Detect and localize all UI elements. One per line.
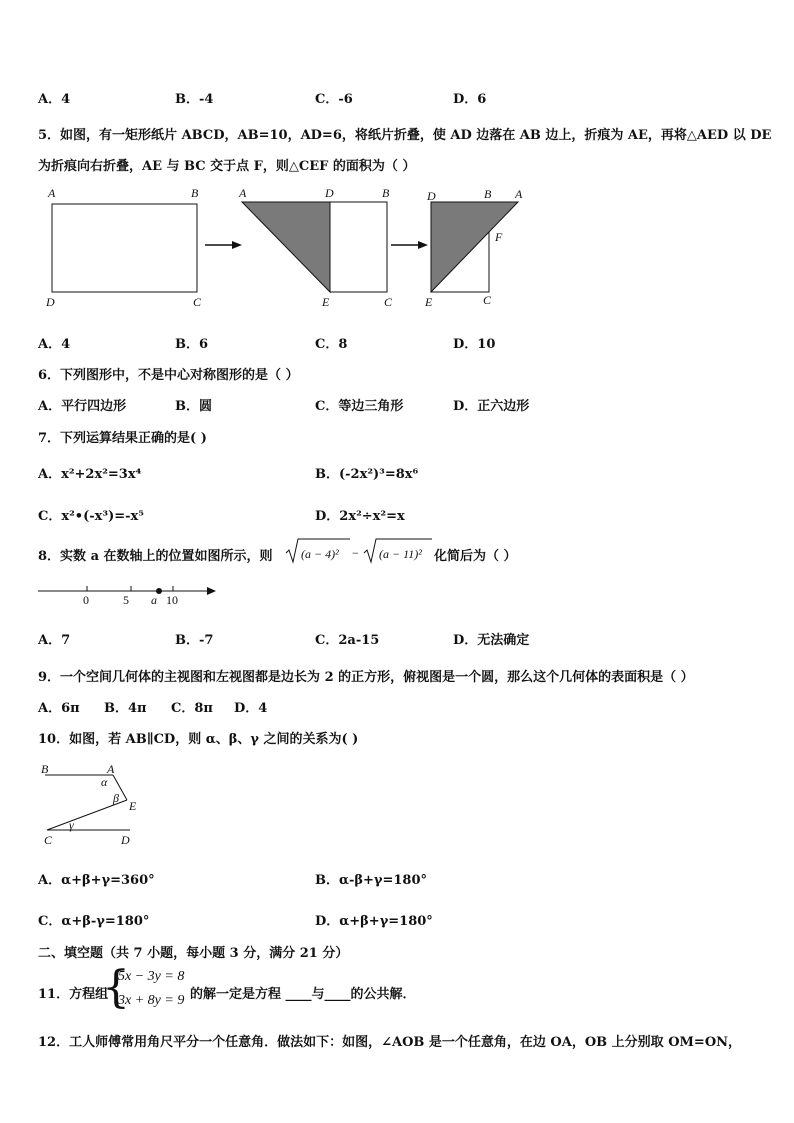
q10-option-c: C．α+β-γ=180° bbox=[38, 914, 150, 929]
q10-label-alpha: α bbox=[101, 775, 108, 789]
q5-option-d: D．10 bbox=[453, 337, 496, 352]
q5-fig2-shaded-triangle bbox=[242, 202, 330, 292]
q5-stem-line2: 为折痕向右折叠，AE 与 BC 交于点 F，则△CEF 的面积为（ ） bbox=[38, 159, 416, 174]
q4-option-d: D．6 bbox=[453, 92, 487, 107]
q11-brace: { bbox=[102, 962, 130, 1013]
q10-figure bbox=[30, 760, 150, 850]
q4-option-c: C．-6 bbox=[315, 92, 353, 107]
q12-stem: 12．工人师傅常用角尺平分一个任意角．做法如下：如图，∠AOB 是一个任意角，在边 OA，OB 上分别取 OM=ON， bbox=[38, 1035, 742, 1050]
q7-stem: 7．下列运算结果正确的是( ) bbox=[38, 431, 207, 446]
q9-option-c: C．8π bbox=[171, 701, 213, 716]
q9-option-d: D．4 bbox=[234, 701, 268, 716]
q9-option-a: A．6π bbox=[38, 701, 80, 716]
q8-radical-2-content: (a − 11)² bbox=[379, 547, 422, 561]
q11-equation-2: 3x + 8y = 9 bbox=[118, 993, 185, 1008]
q10-option-a: A．α+β+γ=360° bbox=[38, 873, 155, 888]
q8-label-a: a bbox=[151, 593, 157, 607]
q5-fig3-label-a: A bbox=[515, 187, 523, 201]
section-2-heading: 二、填空题（共 7 小题，每小题 3 分，满分 21 分） bbox=[38, 946, 349, 961]
q6-option-b: B．圆 bbox=[175, 399, 212, 414]
q8-radical-1-content: (a − 4)² bbox=[301, 547, 339, 561]
q10-label-beta: β bbox=[113, 791, 119, 805]
q8-label-0: 0 bbox=[83, 593, 89, 607]
q4-option-a: A．4 bbox=[38, 92, 71, 107]
q9-option-b: B．4π bbox=[104, 701, 147, 716]
q10-label-a: A bbox=[107, 762, 115, 776]
q8-minus-sign: − bbox=[352, 546, 359, 560]
q5-fig1-label-a: A bbox=[48, 186, 56, 200]
q10-option-b: B．α-β+γ=180° bbox=[315, 873, 428, 888]
q8-radical-expression bbox=[284, 536, 434, 566]
q8-option-d: D．无法确定 bbox=[453, 633, 530, 648]
q7-option-a: A．x²+2x²=3x⁴ bbox=[38, 467, 142, 482]
q6-option-c: C．等边三角形 bbox=[315, 399, 404, 414]
q5-fig3-label-b: B bbox=[484, 187, 492, 201]
q9-stem: 9．一个空间几何体的主视图和左视图都是边长为 2 的正方形，俯视图是一个圆，那么这个几何体的表面积是（ ） bbox=[38, 670, 694, 685]
q8-label-10: 10 bbox=[166, 593, 178, 607]
q4-option-b: B．-4 bbox=[175, 92, 214, 107]
q10-label-e: E bbox=[129, 799, 137, 813]
q6-option-a: A．平行四边形 bbox=[38, 399, 127, 414]
q6-stem: 6．下列图形中，不是中心对称图形的是（ ） bbox=[38, 368, 299, 383]
q5-fig2-label-e: E bbox=[322, 295, 330, 309]
q5-stem-line1: 5．如图，有一矩形纸片 ABCD，AB=10，AD=6，将纸片折叠，使 AD 边落在 AB 边上，折痕为 AE，再将△AED 以 DE bbox=[38, 128, 772, 143]
q5-fig1-label-d: D bbox=[46, 295, 55, 309]
q5-arrow-2-head bbox=[418, 241, 428, 249]
q7-option-c: C．x²•(-x³)=-x⁵ bbox=[38, 509, 144, 524]
q5-fig3-label-f: F bbox=[495, 230, 503, 244]
q5-fig2-label-a: A bbox=[239, 186, 247, 200]
q5-arrow-1-head bbox=[232, 241, 242, 249]
q5-fig3-label-d: D bbox=[427, 189, 436, 203]
q8-number-line bbox=[30, 580, 230, 610]
q5-fig3-label-c: C bbox=[483, 293, 492, 307]
q5-fig3-label-e: E bbox=[425, 295, 433, 309]
q8-stem-part2: 化简后为（ ） bbox=[434, 549, 517, 564]
q5-figure bbox=[0, 180, 560, 310]
q5-fig3-shaded-triangle bbox=[431, 202, 518, 292]
q6-option-d: D．正六边形 bbox=[453, 399, 530, 414]
q10-label-b: B bbox=[41, 762, 49, 776]
q11-equation-1: 5x − 3y = 8 bbox=[118, 969, 185, 984]
q8-axis-arrow bbox=[207, 587, 216, 595]
q11-prefix: 11．方程组 bbox=[38, 987, 109, 1002]
q5-fig2-label-c: C bbox=[384, 295, 393, 309]
q8-option-b: B．-7 bbox=[175, 633, 214, 648]
q5-fig2-rectangle bbox=[330, 202, 387, 292]
q8-stem-part1: 8．实数 a 在数轴上的位置如图所示，则 bbox=[38, 549, 273, 564]
q5-option-a: A．4 bbox=[38, 337, 71, 352]
q7-option-b: B．(-2x²)³=8x⁶ bbox=[315, 467, 419, 482]
q5-fig1-rectangle bbox=[52, 204, 197, 292]
q11-suffix: 的解一定是方程 ____与____的公共解． bbox=[190, 987, 416, 1002]
q5-fig1-label-c: C bbox=[193, 295, 202, 309]
q5-option-b: B．6 bbox=[175, 337, 209, 352]
q5-fig2-label-d: D bbox=[325, 186, 334, 200]
q10-option-d: D．α+β+γ=180° bbox=[315, 914, 433, 929]
q10-label-gamma: γ bbox=[69, 818, 74, 832]
q5-fig1-label-b: B bbox=[191, 186, 199, 200]
q5-fig2-label-b: B bbox=[382, 186, 390, 200]
q10-stem: 10．如图，若 AB∥CD，则 α、β、γ 之间的关系为( ) bbox=[38, 732, 359, 747]
q5-option-c: C．8 bbox=[315, 337, 348, 352]
q8-label-5: 5 bbox=[123, 593, 129, 607]
q8-option-c: C．2a-15 bbox=[315, 633, 380, 648]
q10-label-d: D bbox=[121, 833, 130, 847]
q7-option-d: D．2x²÷x²=x bbox=[315, 509, 405, 524]
q10-label-c: C bbox=[44, 833, 53, 847]
q8-option-a: A．7 bbox=[38, 633, 71, 648]
